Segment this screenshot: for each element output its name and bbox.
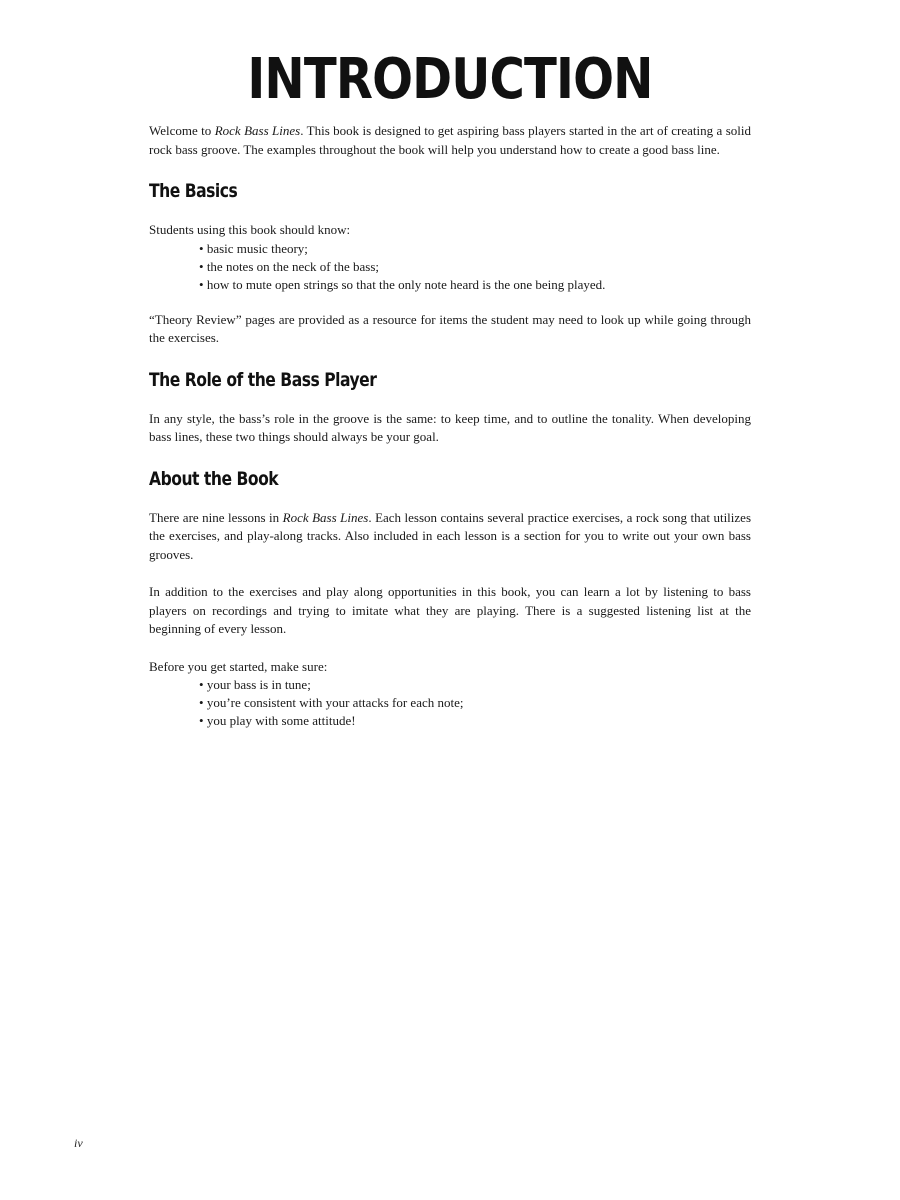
checklist-lead: Before you get started, make sure:: [149, 658, 328, 674]
basics-lead: Students using this book should know:: [149, 222, 351, 237]
checklist: [149, 676, 751, 730]
about-paragraph-2: In addition to the exercises and play along opportunities in this book, you can learn a lot by listening to bass players on recordings and trying to imitate what they are playing. There is a suggested listening list at the beginning of every lesson.: [149, 584, 751, 636]
heading-the-basics: The Basics: [149, 180, 238, 202]
page-title: INTRODUCTION: [247, 47, 653, 112]
page-number: iv: [74, 1136, 83, 1150]
book-title: Rock Bass Lines: [214, 123, 301, 138]
prerequisites-list: [149, 240, 751, 294]
heading-about-the-book: About the Book: [149, 467, 279, 490]
heading-role-of-bass-player: The Role of the Bass Player: [149, 368, 377, 391]
list-item: • your bass is in tune;: [199, 676, 751, 694]
intro-paragraph: Welcome to Rock Bass Lines. This book is designed to get aspiring bass players started in the art of creating a solid rock bass groove. The examples throughout the book will help you understand how to create a good bass line.: [149, 123, 752, 157]
list-item: • you play with some attitude!: [199, 712, 751, 730]
book-title: Rock Bass Lines: [282, 509, 369, 525]
list-item: • basic music theory;: [199, 240, 751, 258]
list-item: • you’re consistent with your attacks for each note;: [199, 694, 751, 712]
about-paragraph-1: There are nine lessons in Rock Bass Lines. Each lesson contains several practice exercises, a rock song that utilizes the exercises, and play-along tracks. Also included in each lesson is a section for you to write out your own bass grooves.: [149, 509, 752, 562]
role-paragraph: In any style, the bass’s role in the groove is the same: to keep time, and to outline the tonality. When developing bass lines, these two things should always be your goal.: [149, 410, 751, 444]
theory-review-paragraph: “Theory Review” pages are provided as a resource for items the student may need to look up while going through the exercises.: [149, 311, 751, 345]
list-item: • the notes on the neck of the bass;: [199, 258, 751, 276]
list-item: • how to mute open strings so that the only note heard is the one being played.: [199, 276, 751, 294]
main-content: [149, 122, 751, 730]
